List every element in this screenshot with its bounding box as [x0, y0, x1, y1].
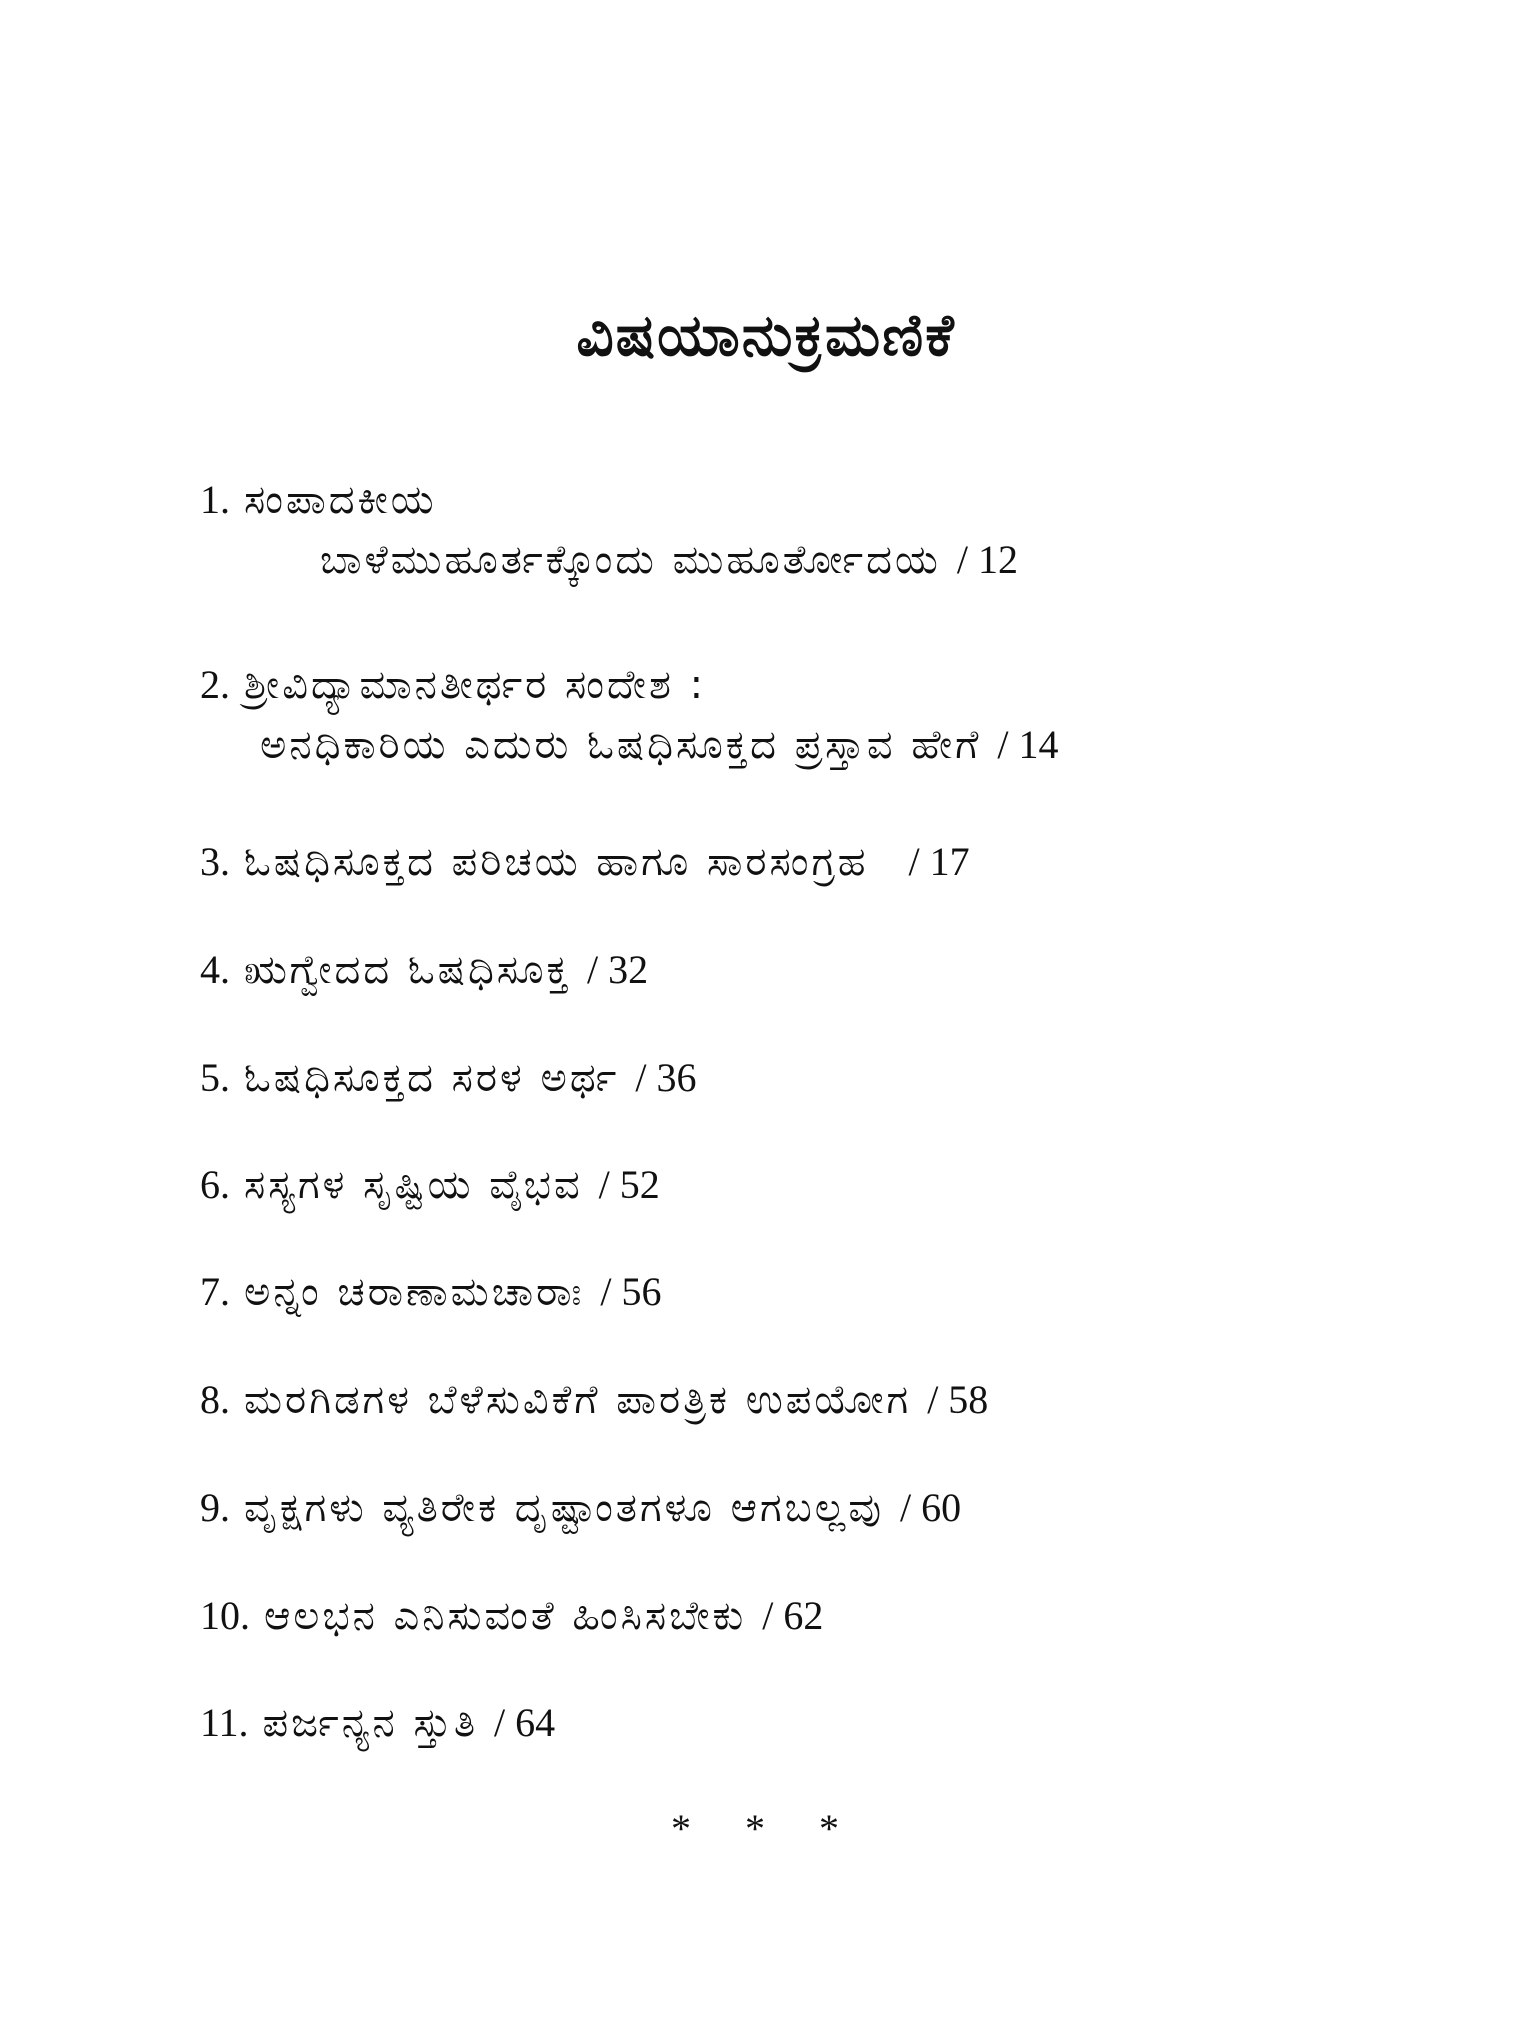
- toc-entry-9: [200, 1478, 961, 1538]
- entry-title: ಸಸ್ಯಗಳ ಸೃಷ್ಟಿಯ ವೈಭವ: [244, 1162, 583, 1208]
- entry-title: ಆಲಭನ ಎನಿಸುವಂತೆ ಹಿಂಸಿಸಬೇಕು: [264, 1593, 747, 1639]
- entry-number: 1.: [200, 477, 230, 522]
- toc-entry-8: [200, 1370, 988, 1430]
- entry-title: ವೃಕ್ಷಗಳು ವ್ಯತಿರೇಕ ದೃಷ್ಟಾಂತಗಳೂ ಆಗಬಲ್ಲವು: [244, 1485, 884, 1531]
- entry-number: 11.: [200, 1700, 249, 1745]
- entry-number: 8.: [200, 1377, 230, 1422]
- entry-page: / 64: [494, 1700, 556, 1745]
- entry-subtitle-line: [200, 530, 1018, 590]
- entry-page: / 14: [997, 722, 1059, 767]
- entry-title: ಓಷಧಿಸೂಕ್ತದ ಪರಿಚಯ ಹಾಗೂ ಸಾರಸಂಗ್ರಹ: [244, 839, 869, 885]
- entry-number: 3.: [200, 839, 230, 884]
- toc-entry-7: [200, 1262, 662, 1322]
- entry-subtitle: ಅನಧಿಕಾರಿಯ ಎದುರು ಓಷಧಿಸೂಕ್ತದ ಪ್ರಸ್ತಾವ ಹೇಗೆ: [260, 722, 982, 768]
- entry-title: ಸಂಪಾದಕೀಯ: [244, 477, 437, 523]
- entry-title: ಮರಗಿಡಗಳ ಬೆಳೆಸುವಿಕೆಗೆ ಪಾರತ್ರಿಕ ಉಪಯೋಗ: [244, 1377, 912, 1423]
- entry-page: / 52: [598, 1162, 660, 1207]
- entry-number: 9.: [200, 1485, 230, 1530]
- toc-entry-6: [200, 1155, 660, 1215]
- toc-entry-5: [200, 1048, 697, 1108]
- entry-page: / 56: [600, 1269, 662, 1314]
- entry-number: 2.: [200, 662, 230, 707]
- entry-title: ಶ್ರೀವಿದ್ಯಾಮಾನತೀರ್ಥರ ಸಂದೇಶ :: [244, 662, 707, 708]
- toc-entry-11: [200, 1693, 555, 1753]
- entry-title: ಋಗ್ವೇದದ ಓಷಧಿಸೂಕ್ತ: [244, 947, 571, 993]
- entry-title: ಅನ್ನಂ ಚರಾಣಾಮಚಾರಾಃ: [244, 1269, 585, 1315]
- entry-page: / 32: [586, 947, 649, 992]
- entry-subtitle: ಬಾಳೆಮುಹೂರ್ತಕ್ಕೊಂದು ಮುಹೂರ್ತೋದಯ: [320, 537, 941, 583]
- toc-entry-10: [200, 1586, 823, 1646]
- end-marker: * * *: [671, 1806, 861, 1851]
- entry-number: 5.: [200, 1055, 230, 1100]
- toc-heading: ವಿಷಯಾನುಕ್ರಮಣಿಕೆ: [576, 301, 956, 369]
- entry-title: ಪರ್ಜನ್ಯನ ಸ್ತುತಿ: [262, 1700, 479, 1746]
- entry-title: ಓಷಧಿಸೂಕ್ತದ ಸರಳ ಅರ್ಥ: [244, 1055, 620, 1101]
- toc-entry-2: [200, 655, 1058, 775]
- entry-number: 4.: [200, 947, 230, 992]
- toc-entry-1: [200, 470, 1018, 590]
- entry-number: 10.: [200, 1593, 250, 1638]
- entry-page: / 36: [635, 1055, 697, 1100]
- entry-page: / 62: [762, 1593, 824, 1638]
- entry-number: 7.: [200, 1269, 230, 1314]
- entry-page: / 17: [908, 839, 970, 884]
- entry-page: / 58: [927, 1377, 989, 1422]
- entry-subtitle-line: [200, 715, 1058, 775]
- entry-number: 6.: [200, 1162, 230, 1207]
- entry-page: / 60: [899, 1485, 962, 1530]
- toc-entry-4: [200, 940, 648, 1000]
- toc-entry-3: [200, 832, 970, 892]
- entry-page: / 12: [956, 537, 1018, 582]
